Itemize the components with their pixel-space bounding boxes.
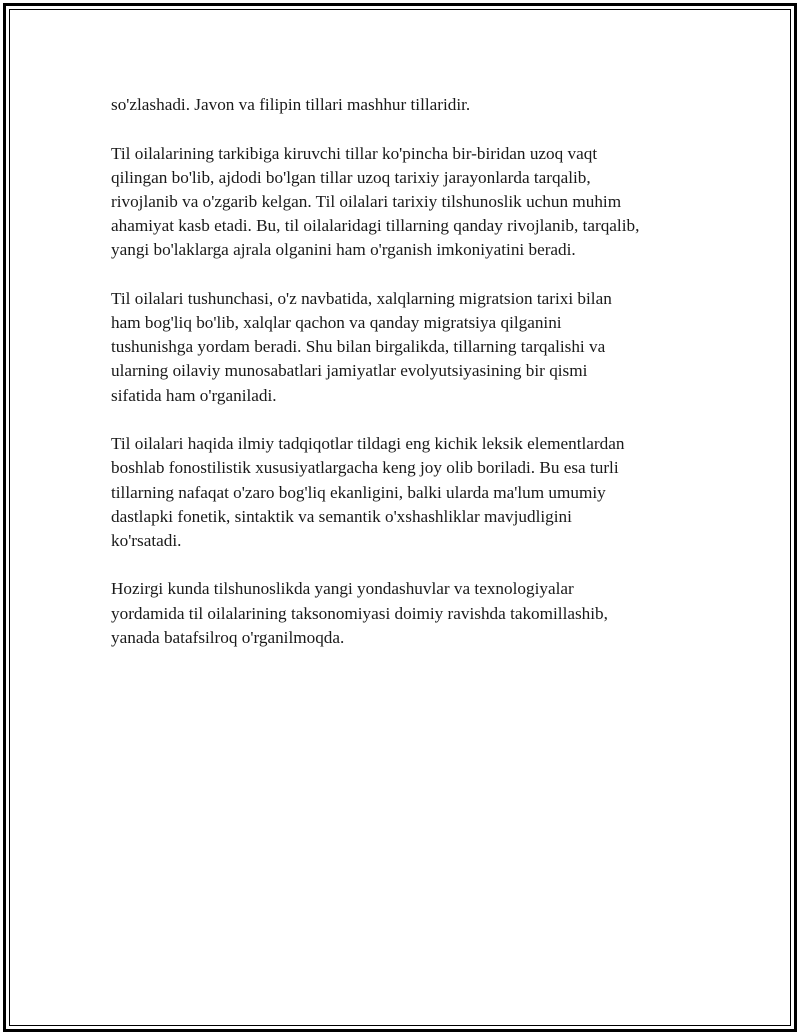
text-line: ko'rsatadi.: [111, 530, 182, 550]
text-line: dastlapki fonetik, sintaktik va semantik o'xshashliklar mavjudligini: [111, 506, 572, 526]
text-line: rivojlanib va o'zgarib kelgan. Til oilalari tarixiy tilshunoslik uchun muhim: [111, 191, 622, 211]
text-line: ularning oilaviy munosabatlari jamiyatlar evolyutsiyasining bir qismi: [111, 361, 588, 381]
text-line: ham bog'liq bo'lib, xalqlar qachon va qanday migratsiya qilganini: [111, 313, 562, 333]
text-line: Hozirgi kunda tilshunoslikda yangi yondashuvlar va texnologiyalar: [111, 579, 574, 599]
text-line: yangi bo'laklarga ajrala olganini ham o'rganish imkoniyatini beradi.: [111, 240, 576, 260]
document-body: [111, 93, 701, 674]
paragraph-1: [111, 93, 701, 117]
text-line: Til oilalari tushunchasi, o'z navbatida, xalqlarning migratsion tarixi bilan: [111, 288, 612, 308]
paragraph-5: [111, 577, 701, 650]
paragraph-2: [111, 142, 701, 263]
text-line: Til oilalarining tarkibiga kiruvchi tillar ko'pincha bir-biridan uzoq vaqt: [111, 143, 598, 163]
paragraph-4: [111, 432, 701, 553]
text-line: Til oilalari haqida ilmiy tadqiqotlar tildagi eng kichik leksik elementlardan: [111, 434, 625, 454]
text-line: ahamiyat kasb etadi. Bu, til oilalaridagi tillarning qanday rivojlanib, tarqalib,: [111, 216, 640, 236]
text-line: tushunishga yordam beradi. Shu bilan birgalikda, tillarning tarqalishi va: [111, 337, 606, 357]
text-line: sifatida ham o'rganiladi.: [111, 385, 277, 405]
paragraph-3: [111, 287, 701, 408]
text-line: boshlab fonostilistik xususiyatlargacha keng joy olib boriladi. Bu esa turli: [111, 458, 619, 478]
text-line: qilingan bo'lib, ajdodi bo'lgan tillar uzoq tarixiy jarayonlarda tarqalib,: [111, 167, 591, 187]
text-line: so'zlashadi. Javon va filipin tillari mashhur tillaridir.: [111, 95, 471, 114]
text-line: yanada batafsilroq o'rganilmoqda.: [111, 627, 345, 647]
text-line: yordamida til oilalarining taksonomiyasi doimiy ravishda takomillashib,: [111, 603, 608, 623]
text-line: tillarning nafaqat o'zaro bog'liq ekanligini, balki ularda ma'lum umumiy: [111, 482, 606, 502]
